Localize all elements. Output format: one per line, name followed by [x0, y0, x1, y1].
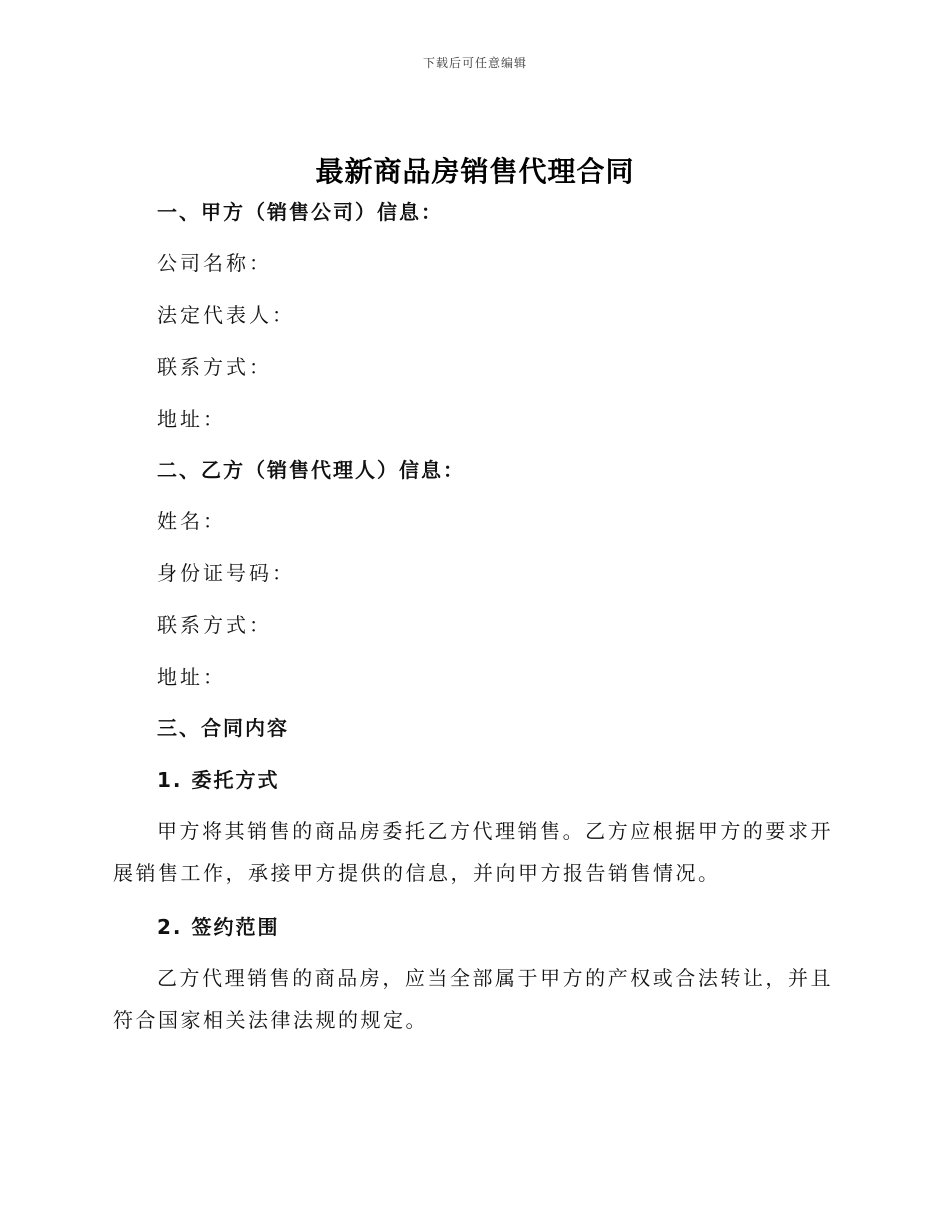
- document-title: 最新商品房销售代理合同: [315, 155, 635, 188]
- party-b-heading: 二、乙方（销售代理人）信息：: [157, 458, 465, 482]
- party-a-heading: 一、甲方（销售公司）信息：: [157, 200, 443, 224]
- party-a-address-field: 地址：: [157, 407, 226, 431]
- section-2-body: 乙方代理销售的商品房，应当全部属于甲方的产权或合法转让，并且符合国家相关法律法规的规定。: [113, 966, 833, 1032]
- party-a-legal-rep-field: 法定代表人：: [157, 303, 295, 327]
- party-b-contact-field: 联系方式：: [157, 613, 272, 637]
- section-1-heading: 1. 委托方式: [157, 768, 280, 792]
- party-b-name-field: 姓名：: [157, 509, 226, 533]
- section-1-body: 甲方将其销售的商品房委托乙方代理销售。乙方应根据甲方的要求开展销售工作，承接甲方提供的信息，并向甲方报告销售情况。: [113, 819, 833, 885]
- party-b-address-field: 地址：: [157, 665, 226, 689]
- section-2-heading: 2. 签约范围: [157, 915, 280, 939]
- contract-content-heading: 三、合同内容: [157, 716, 289, 740]
- header-note: 下载后可任意编辑: [422, 56, 527, 70]
- party-b-id-number-field: 身份证号码：: [157, 561, 295, 585]
- party-a-company-name-field: 公司名称：: [157, 251, 272, 275]
- party-a-contact-field: 联系方式：: [157, 355, 272, 379]
